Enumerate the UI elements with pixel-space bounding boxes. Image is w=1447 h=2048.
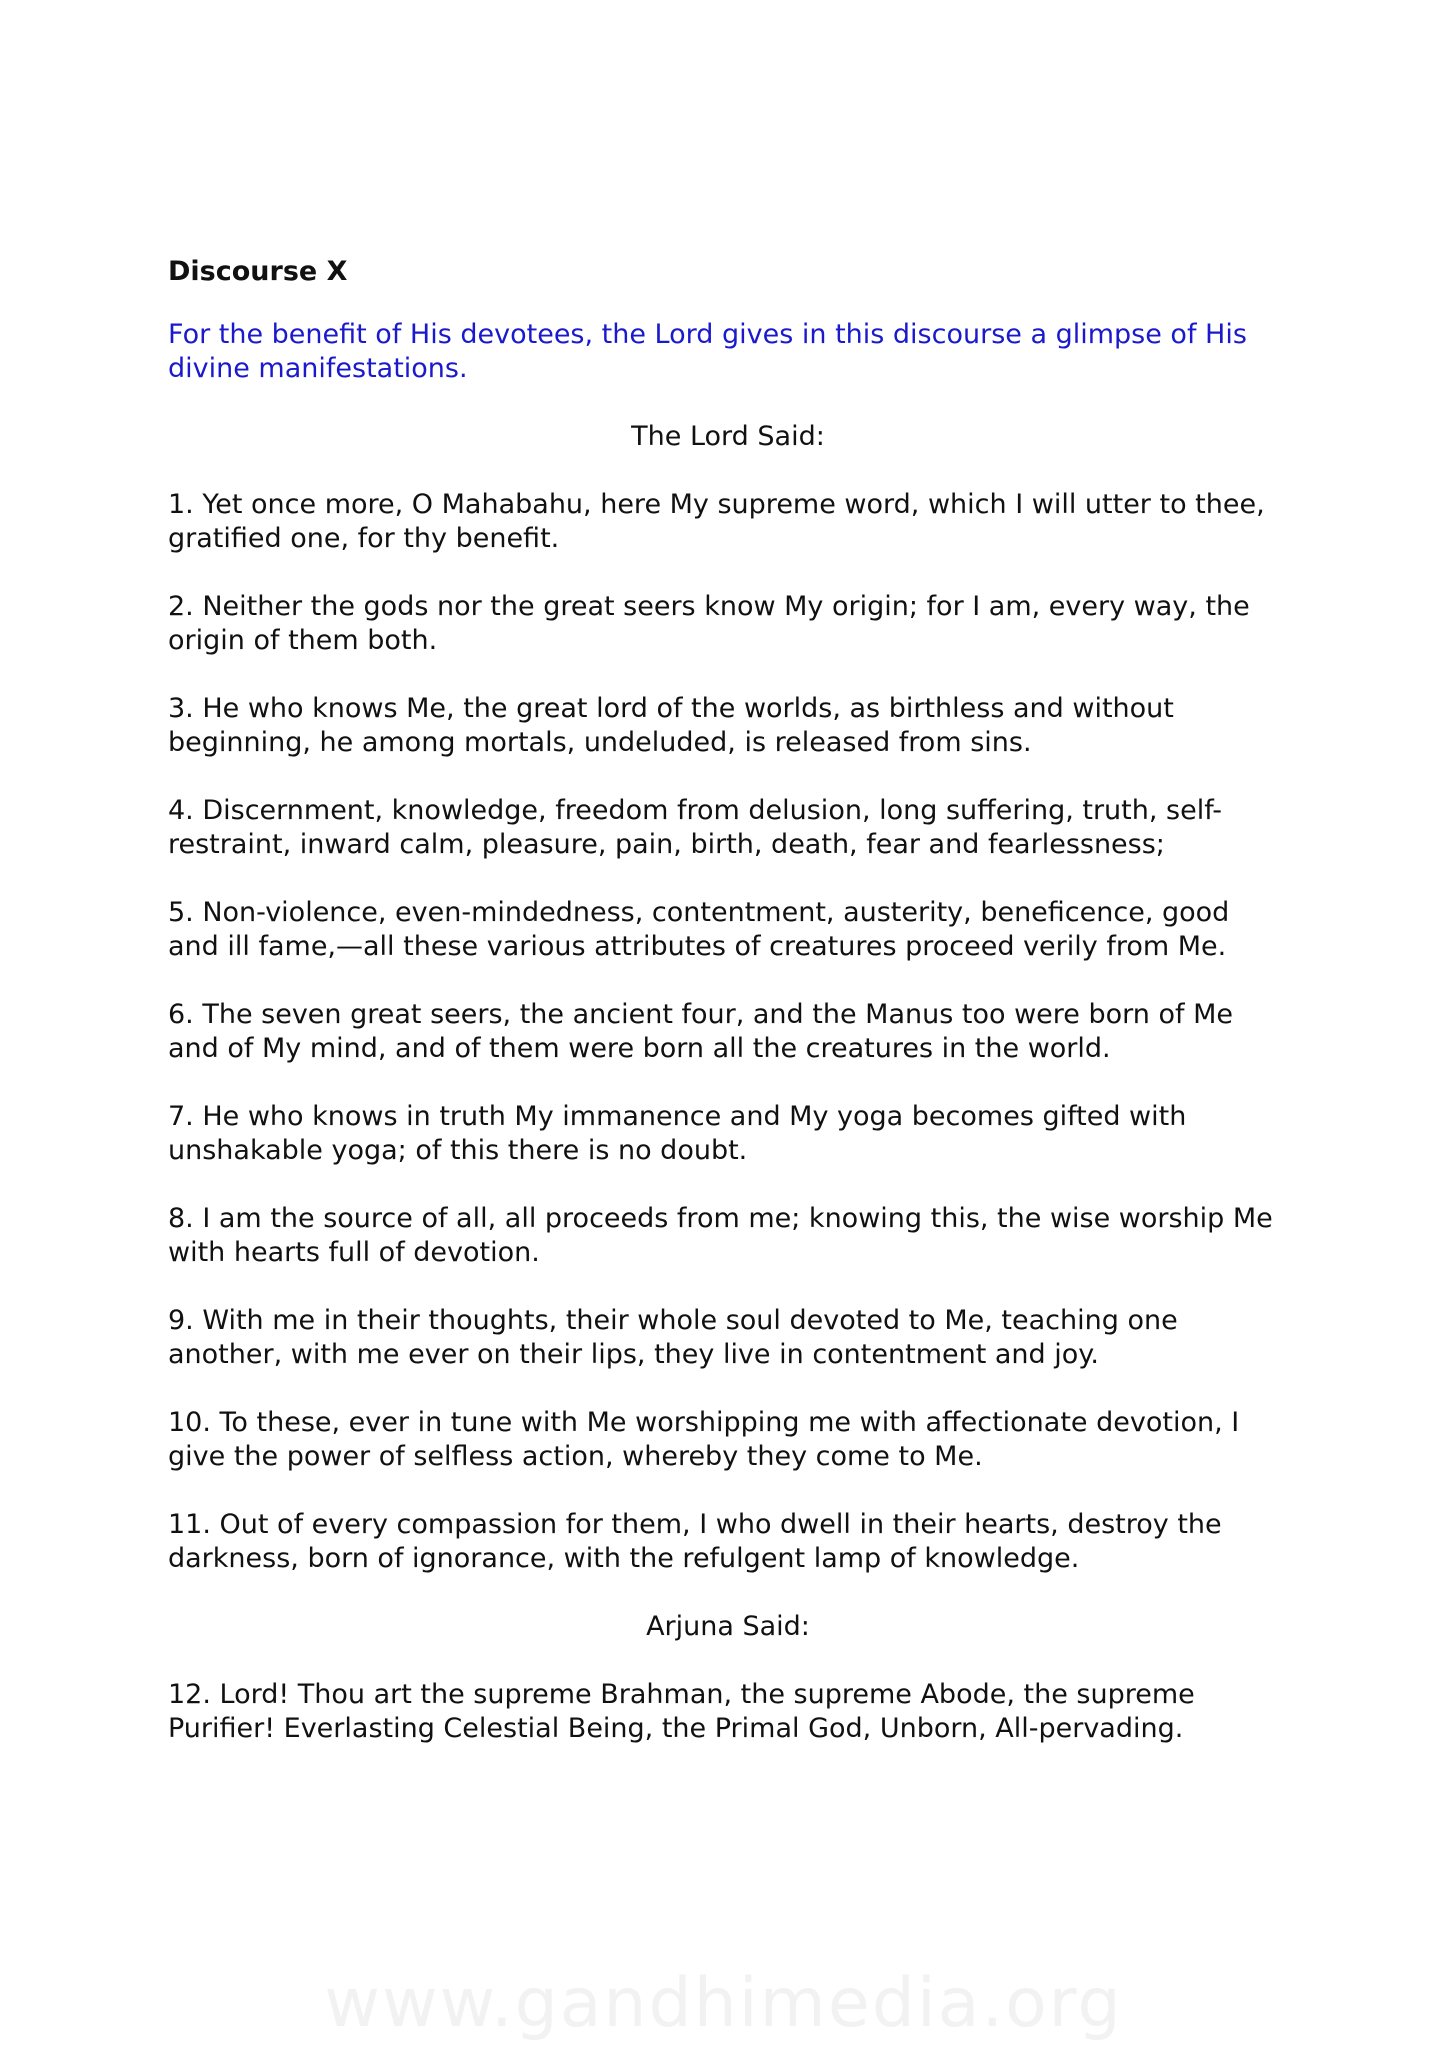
- speaker-arjuna: Arjuna Said:: [646, 1611, 810, 1642]
- verse-4: 4. Discernment, knowledge, freedom from delusion, long suffering, truth, self-restraint, inward calm, pleasure, pain, birth, death, fear and fearlessness;: [168, 795, 1222, 860]
- discourse-heading: Discourse X: [168, 256, 348, 287]
- verse-5: 5. Non-violence, even-mindedness, contentment, austerity, beneficence, good and ill fame,—all these various attributes of creatures proceed verily from Me.: [168, 897, 1230, 962]
- discourse-intro: For the benefit of His devotees, the Lord gives in this discourse a glimpse of His divine manifestations.: [168, 319, 1247, 384]
- document-page: [168, 254, 1288, 1780]
- verse-9: 9. With me in their thoughts, their whole soul devoted to Me, teaching one another, with me ever on their lips, they live in contentment and joy.: [168, 1305, 1178, 1370]
- verse-10: 10. To these, ever in tune with Me worshipping me with affectionate devotion, I give the power of selfless action, whereby they come to Me.: [168, 1407, 1240, 1472]
- verse-6: 6. The seven great seers, the ancient four, and the Manus too were born of Me and of My mind, and of them were born all the creatures in the world.: [168, 999, 1233, 1064]
- verse-12: 12. Lord! Thou art the supreme Brahman, the supreme Abode, the supreme Purifier! Everlasting Celestial Being, the Primal God, Unborn, All-pervading.: [168, 1679, 1195, 1744]
- verse-3: 3. He who knows Me, the great lord of the worlds, as birthless and without beginning, he among mortals, undeluded, is released from sins.: [168, 693, 1174, 758]
- verse-2: 2. Neither the gods nor the great seers know My origin; for I am, every way, the origin of them both.: [168, 591, 1250, 656]
- verse-7: 7. He who knows in truth My immanence and My yoga becomes gifted with unshakable yoga; of this there is no doubt.: [168, 1101, 1187, 1166]
- verse-1: 1. Yet once more, O Mahabahu, here My supreme word, which I will utter to thee, gratified one, for thy benefit.: [168, 489, 1265, 554]
- speaker-lord: The Lord Said:: [631, 421, 825, 452]
- watermark: www.gandhimedia.org: [324, 1964, 1123, 2043]
- verse-8: 8. I am the source of all, all proceeds from me; knowing this, the wise worship Me with hearts full of devotion.: [168, 1203, 1273, 1268]
- verse-11: 11. Out of every compassion for them, I who dwell in their hearts, destroy the darkness, born of ignorance, with the refulgent lamp of knowledge.: [168, 1509, 1222, 1574]
